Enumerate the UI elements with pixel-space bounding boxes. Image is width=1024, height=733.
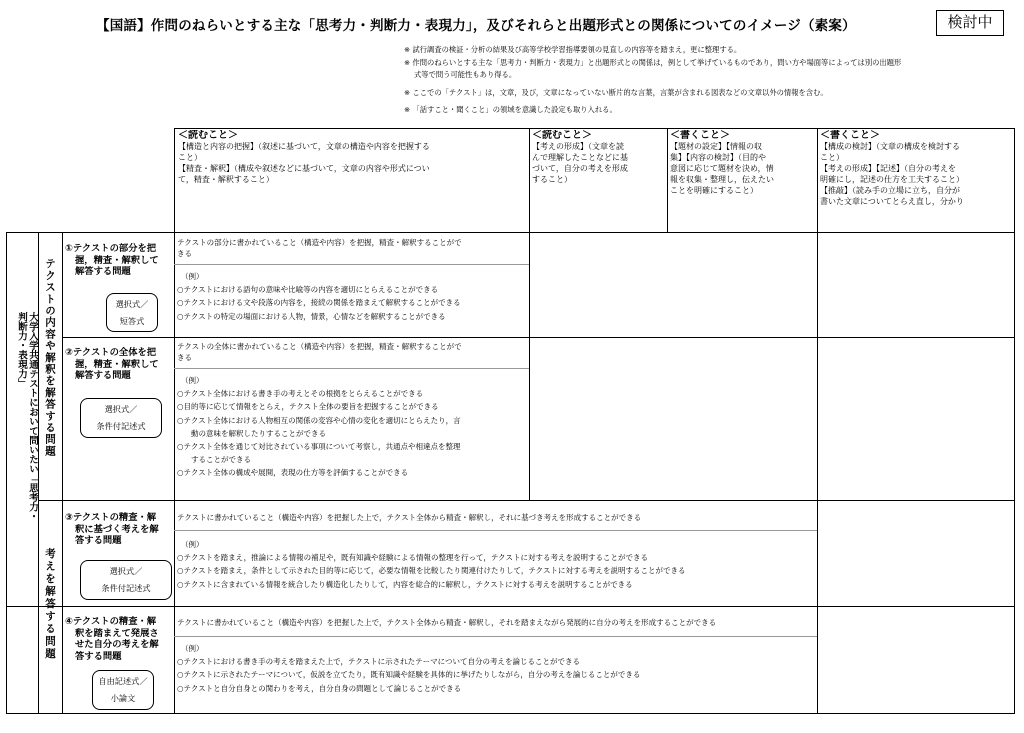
question-1-examples: （例） ○テクストにおける語句の意味や比喩等の内容を適切にとらえることができる ○テクストにおける文や段落の内容を，接続の関係を踏まえて解釈することができる ○テクストの特定の場面における人物，情景，心情などを解釈することができる <box>177 270 527 323</box>
col-sep-2 <box>667 128 668 232</box>
row-sep-1 <box>62 337 1015 338</box>
header-writing-topic: ＜書くこと＞ 【題材の設定】【情報の収 集】【内容の検討】（目的や 意図に応じて題材を決め，情 報を収集・整理し，伝えたい ことを明確にすること） <box>670 130 774 195</box>
example-item: ○テクスト全体における人物相互の関係の変容や心情の変化を適切にとらえたり，言 <box>177 415 461 425</box>
example-item: ○テクストと自分自身との関わりを考え，自分自身の問題として論じることができる <box>177 683 462 693</box>
page-title: 【国語】作問のねらいとする主な「思考力・判断力・表現力」，及びそれらと出題形式との関係についてのイメージ（素案） <box>96 18 856 34</box>
example-item: ○テクストを踏まえ，条件として示された目的等に応じて，必要な情報を比較したり関連付けたりして，テクストに対する考えを説明することができる <box>177 566 686 576</box>
note-2: ※ 作問のねらいとする主な「思考力・判断力・表現力」と出題形式との関係は，例として挙げているものであり，問い方や場面等によっては別の出題形 <box>404 57 902 67</box>
row-sep-3 <box>6 606 1015 607</box>
example-item: ○テクストにおける文や段落の内容を，接続の関係を踏まえて解釈することができる <box>177 298 461 308</box>
side-sep-2 <box>62 232 63 714</box>
question-4-examples: （例） ○テクストにおける書き手の考えを踏まえた上で，テクストに示されたテーマについて自分の考えを論じることができる ○テクストに示されたテーマについて，仮説を立てたり，既有知識や経験を具体的に挙げたりしながら，自分の考えを論じることができる ○テクストと自分自身との関わりを考え，自分自身の問題として論じることができる <box>177 642 817 695</box>
header-reading-forming: ＜読むこと＞ 【考えの形成】（文章を読 んで理解したことなどに基 づいて，自分の考えを形成 すること） <box>532 130 628 184</box>
question-4-title: ④テクストの精査・解 釈を踏まえて発展さ せた自分の考えを解 答する問題 <box>65 616 159 662</box>
question-2-aim: テクストの全体に書かれていること（構造や内容）を把握，精査・解釈することがで きる <box>177 342 462 362</box>
example-item-cont: 動の意味を解釈したりすることができる <box>191 428 326 438</box>
status-badge: 検討中 <box>936 10 1004 36</box>
example-item: ○テクスト全体における書き手の考えとその根拠をとらえることができる <box>177 389 424 399</box>
example-item: ○テクストの特定の場面における人物，情景，心情などを解釈することができる <box>177 311 446 321</box>
example-item: ○テクスト全体を通じて対比されている事項について考察し，共通点や相違点を整理 <box>177 442 461 452</box>
side-label-group1: テクストの内容や解釈を解答する問題 <box>44 258 56 457</box>
side-label-group2: 考えを解答する問題 <box>44 548 56 661</box>
col-sep-1 <box>529 128 530 232</box>
side-sep-1 <box>38 232 39 714</box>
example-item: ○テクストに示されたテーマについて，仮説を立てたり，既有知識や経験を具体的に挙げたりしながら，自分の考えを論じることができる <box>177 670 641 680</box>
format-bubble-2: 選択式／ 条件付記述式 <box>80 398 162 438</box>
question-2-examples: （例） ○テクスト全体における書き手の考えとその根拠をとらえることができる ○目的等に応じて情報をとらえ，テクスト全体の要旨を把握することができる ○テクスト全体における人物相互の関係の変容や心情の変化を適切にとらえたり，言 動の意味を解釈したりすることができる ○テクスト全体を通じて対比されている事項について考察し，共通点や相違点を整理 することができる ○テクスト全体の構成や展開，表現の仕方等を評価することができる <box>177 374 527 480</box>
row-col-sep-a <box>529 232 530 500</box>
question-4-divider <box>174 636 817 637</box>
format-bubble-3: 選択式／ 条件付記述式 <box>80 560 172 600</box>
note-2-cont: 式等で問う可能性もあり得る。 <box>414 70 517 79</box>
header-reading-comprehension: ＜読むこと＞ 【構造と内容の把握】（叙述に基づいて，文章の構造や内容を把握する こと） 【精査・解釈】（構成や叙述などに基づいて，文章の内容や形式につい て，精査・解釈すること） <box>178 130 430 184</box>
question-3-examples: （例） ○テクストを踏まえ，推論による情報の補足や，既有知識や経験による情報の整理を行って，テクストに対する考えを説明することができる ○テクストを踏まえ，条件として示された目的等に応じて，必要な情報を比較したり関連付けたりして，テクストに対する考えを説明することができる ○テクストに含まれている情報を統合したり構造化したりして，内容を総合的に解釈し，テクストに対する考えを説明することができる <box>177 538 817 591</box>
row-sep-2 <box>38 500 1015 501</box>
example-item: ○テクスト全体の構成や展開，表現の仕方等を評価することができる <box>177 468 409 478</box>
question-2-title: ②テクストの全体を把 握，精査・解釈して 解答する問題 <box>65 347 159 381</box>
header-writing-structure: ＜書くこと＞ 【構成の検討】（文章の構成を検討する こと） 【考えの形成】【記述】（自分の考えを 明確にし，記述の仕方を工夫すること） 【推敲】（読み手の立場に立ち，自分が 書いた文章についてとらえ直し，分かり <box>820 130 964 206</box>
question-4-aim: テクストに書かれていること（構造や内容）を把握した上で，テクスト全体から精査・解釈し，それを踏まえながら発展的に自分の考えを形成することができる <box>177 618 717 627</box>
note-4: ※ 「話すこと・聞くこと」の領域を意識した設定も取り入れる。 <box>404 105 617 114</box>
example-item: ○テクストに含まれている情報を統合したり構造化したりして，内容を総合的に解釈し，テクストに対する考えを説明することができる <box>177 579 633 589</box>
format-bubble-1: 選択式／ 短答式 <box>106 293 158 332</box>
example-item-cont: することができる <box>191 455 251 465</box>
note-3: ※ ここでの「テクスト」は，文章，及び，文章になっていない断片的な言葉，言葉が含まれる図表などの文章以外の情報を含む。 <box>404 87 828 97</box>
question-1-divider <box>174 264 529 265</box>
example-item: ○テクストにおける書き手の考えを踏まえた上で，テクストに示されたテーマについて自分の考えを論じることができる <box>177 657 580 667</box>
question-1-title: ①テクストの部分を把 握，精査・解釈して 解答する問題 <box>65 243 159 277</box>
question-1-aim: テクストの部分に書かれていること（構造や内容）を把握，精査・解釈することがで きる <box>177 238 462 258</box>
question-3-title: ③テクストの精査・解 釈に基づく考えを解 答する問題 <box>65 512 159 546</box>
example-item: ○テクストにおける語句の意味や比喩等の内容を適切にとらえることができる <box>177 285 439 295</box>
row-col-sep-b <box>817 232 818 714</box>
format-bubble-4: 自由記述式／ 小論文 <box>92 670 154 710</box>
question-2-divider <box>174 368 529 369</box>
note-1: ※ 試行調査の検証・分析の結果及び高等学校学習指導要領の見直しの内容等を踏まえ，更に整理する。 <box>404 45 742 54</box>
example-item: ○目的等に応じて情報をとらえ，テクスト全体の要旨を把握することができる <box>177 402 439 412</box>
question-3-aim: テクストに書かれていること（構造や内容）を把握した上で，テクスト全体から精査・解釈し，それに基づき考えを形成することができる <box>177 513 642 522</box>
col-sep-3 <box>817 128 818 232</box>
question-3-divider <box>174 530 817 531</box>
side-label-main: 大学入学共通テストにおいて問いたい「思考力・判断力・表現力」 <box>16 312 38 521</box>
content-sep <box>174 232 175 714</box>
example-item: ○テクストを踏まえ，推論による情報の補足や，既有知識や経験による情報の整理を行って，テクストに対する考えを説明することができる <box>177 553 648 563</box>
